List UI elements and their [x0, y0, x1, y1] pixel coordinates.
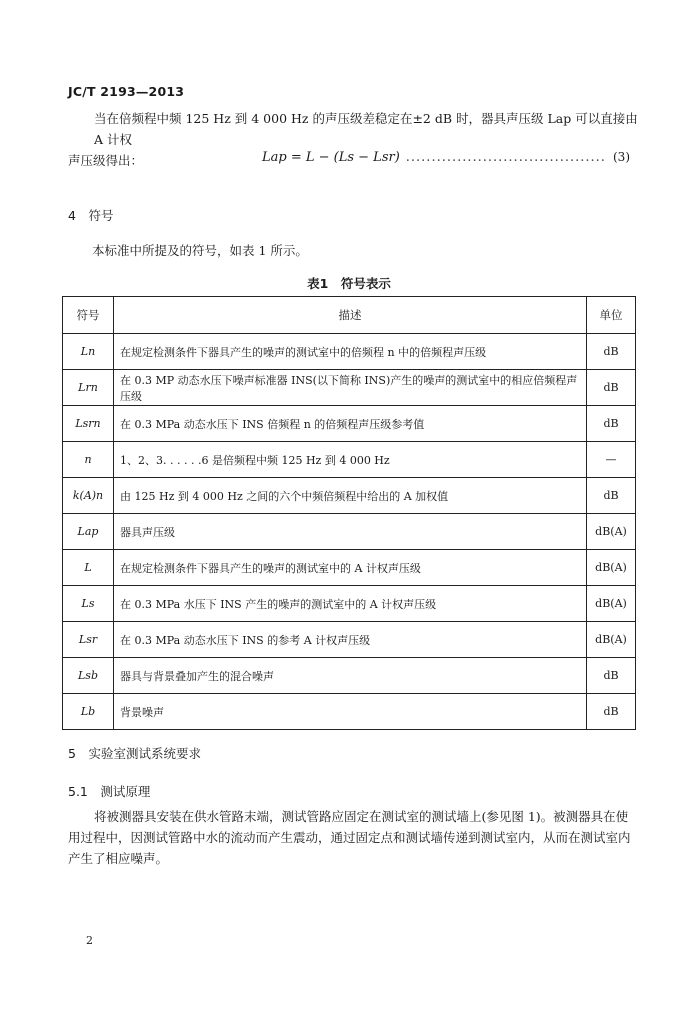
description-cell: 在 0.3 MPa 动态水压下 INS 倍频程 n 的倍频程声压级参考值 — [114, 406, 587, 442]
equation-expression: Lap = L − (Ls − Lsr) — [262, 150, 400, 165]
table-row — [63, 442, 636, 478]
unit-cell: dB(A) — [587, 622, 636, 658]
table-row — [63, 370, 636, 406]
table-row — [63, 334, 636, 370]
page-number: 2 — [86, 934, 93, 947]
paragraph-line-2: 用过程中，因测试管路中水的流动而产生震动，通过固定点和测试墙传递到测试室内，从而在测试室内 — [68, 830, 631, 845]
unit-cell: dB(A) — [587, 550, 636, 586]
unit-cell: dB(A) — [587, 586, 636, 622]
equation-number: (3) — [613, 150, 630, 164]
header-description: 描述 — [114, 297, 587, 334]
table-row — [63, 658, 636, 694]
section-5-1-paragraph — [68, 806, 634, 869]
standard-code-header: JC/T 2193—2013 — [68, 84, 185, 99]
description-cell: 1、2、3. . . . . .6 是倍频程中频 125 Hz 到 4 000 Hz — [114, 442, 587, 478]
unit-cell: dB — [587, 334, 636, 370]
table-row — [63, 478, 636, 514]
description-cell: 由 125 Hz 到 4 000 Hz 之间的六个中频倍频程中给出的 A 加权值 — [114, 478, 587, 514]
symbol-cell: Lsb — [63, 658, 114, 694]
unit-cell: dB(A) — [587, 514, 636, 550]
symbol-table — [62, 296, 636, 730]
table-row — [63, 586, 636, 622]
description-cell: 器具声压级 — [114, 514, 587, 550]
unit-cell: — — [587, 442, 636, 478]
intro-line-2: 声压级得出： — [68, 153, 144, 168]
symbol-cell: Lsrn — [63, 406, 114, 442]
description-cell: 背景噪声 — [114, 694, 587, 730]
table-row — [63, 622, 636, 658]
symbol-cell: Lb — [63, 694, 114, 730]
symbol-cell: Lrn — [63, 370, 114, 406]
symbol-cell: Lap — [63, 514, 114, 550]
table-row — [63, 514, 636, 550]
table-header-row — [63, 297, 636, 334]
unit-cell: dB — [587, 406, 636, 442]
symbol-cell: n — [63, 442, 114, 478]
unit-cell: dB — [587, 478, 636, 514]
paragraph-line-3: 产生了相应噪声。 — [68, 851, 169, 866]
table-row — [63, 550, 636, 586]
equation-leader-dots — [406, 150, 607, 165]
section-4-title: 4 符号 — [68, 208, 114, 223]
description-cell: 在规定检测条件下器具产生的噪声的测试室中的 A 计权声压级 — [114, 550, 587, 586]
unit-cell: dB — [587, 370, 636, 406]
paragraph-line-1: 将被测器具安装在供水管路末端，测试管路应固定在测试室的测试墙上(参见图 1)。被测器具在使 — [94, 809, 629, 824]
unit-cell: dB — [587, 658, 636, 694]
symbol-cell: L — [63, 550, 114, 586]
header-symbol: 符号 — [63, 297, 114, 334]
symbol-cell: Ls — [63, 586, 114, 622]
intro-line-1: 当在倍频程中频 125 Hz 到 4 000 Hz 的声压级差稳定在±2 dB 时，器具声压级 Lap 可以直接由 A 计权 — [94, 111, 638, 147]
table-row — [63, 694, 636, 730]
section-4-text: 本标准中所提及的符号，如表 1 所示。 — [92, 243, 308, 258]
symbol-cell: Ln — [63, 334, 114, 370]
section-5-title: 5 实验室测试系统要求 — [68, 746, 201, 761]
unit-cell: dB — [587, 694, 636, 730]
symbol-cell: Lsr — [63, 622, 114, 658]
table-caption: 表1 符号表示 — [307, 276, 391, 291]
section-5-1-title: 5.1 测试原理 — [68, 784, 151, 799]
equation-3 — [262, 150, 630, 165]
description-cell: 在规定检测条件下器具产生的噪声的测试室中的倍频程 n 中的倍频程声压级 — [114, 334, 587, 370]
description-cell: 器具与背景叠加产生的混合噪声 — [114, 658, 587, 694]
table-row — [63, 406, 636, 442]
description-cell: 在 0.3 MPa 动态水压下 INS 的参考 A 计权声压级 — [114, 622, 587, 658]
symbol-cell: k(A)n — [63, 478, 114, 514]
description-cell: 在 0.3 MP 动态水压下噪声标准器 INS(以下简称 INS)产生的噪声的测试室中的相应倍频程声压级 — [114, 370, 587, 406]
description-cell: 在 0.3 MPa 水压下 INS 产生的噪声的测试室中的 A 计权声压级 — [114, 586, 587, 622]
header-unit: 单位 — [587, 297, 636, 334]
